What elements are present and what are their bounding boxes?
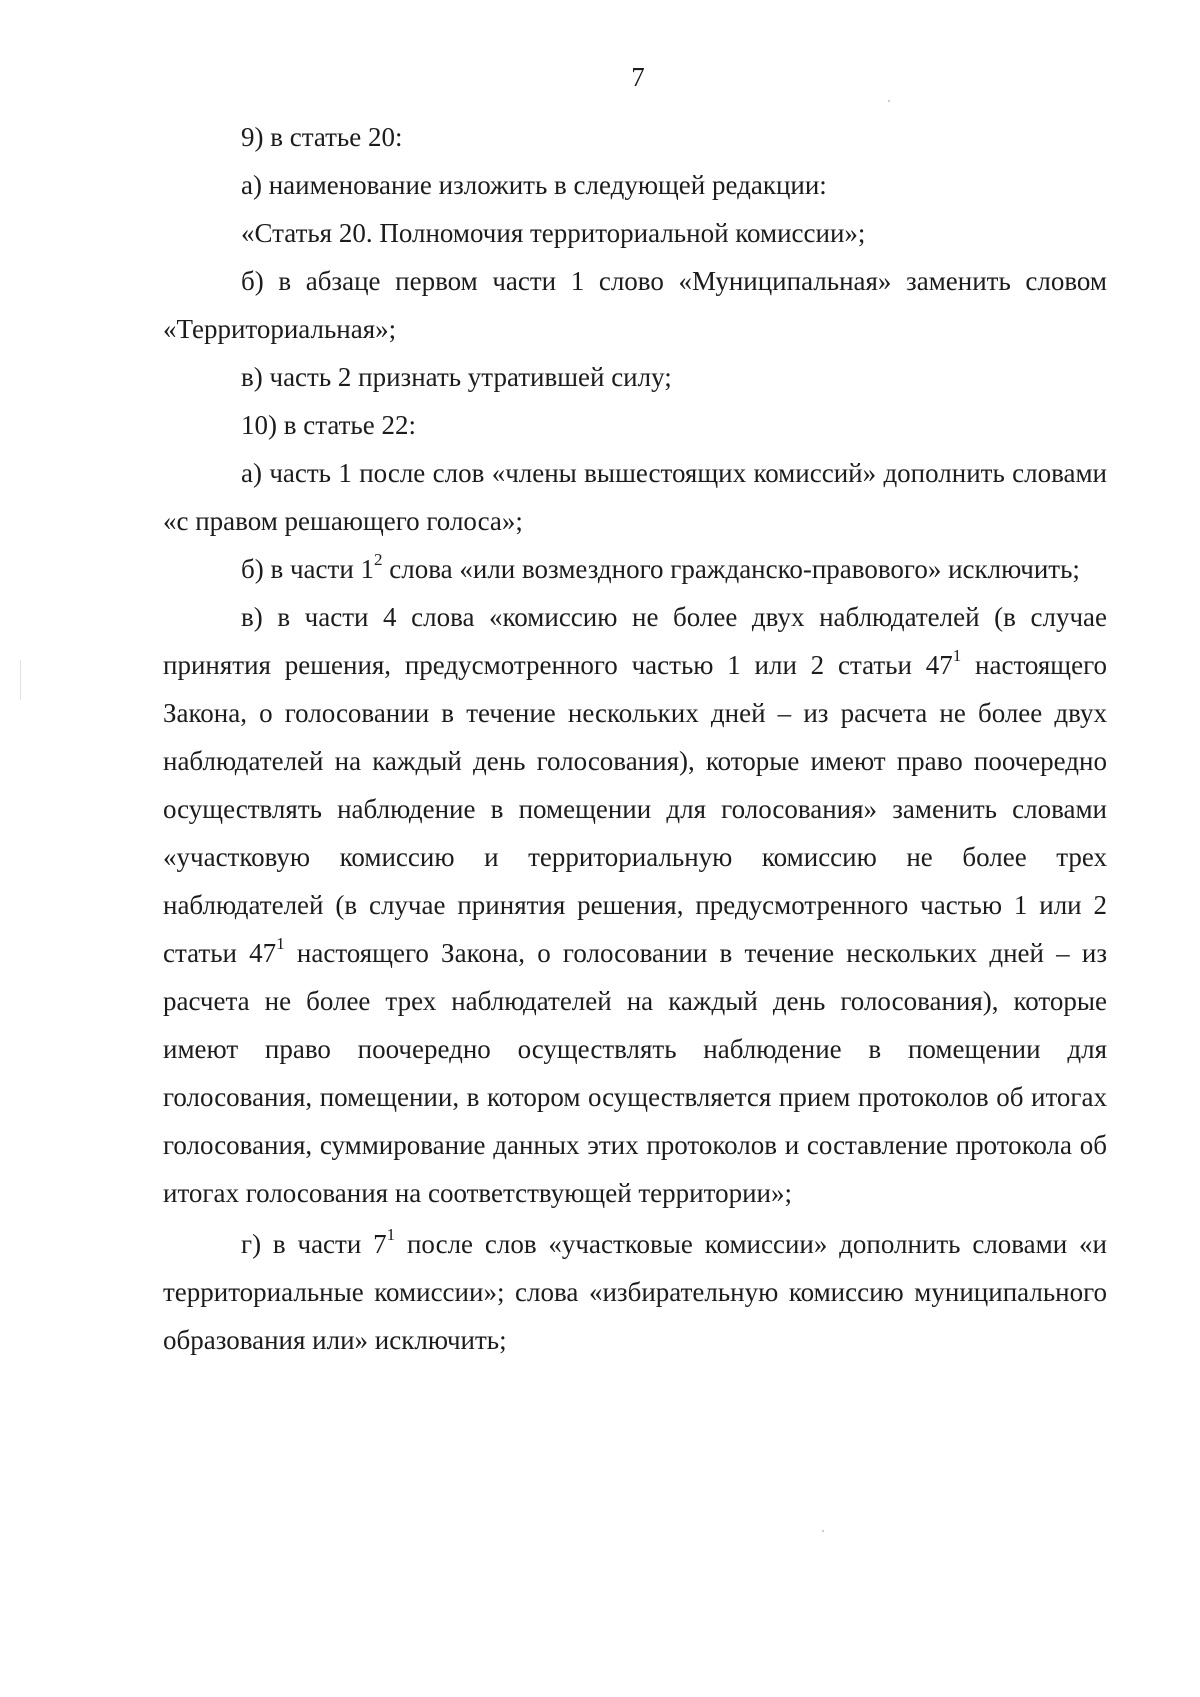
scan-speck bbox=[822, 1530, 824, 1532]
paragraph-subitem-v-part4 bbox=[163, 593, 1107, 1217]
superscript: 1 bbox=[276, 934, 285, 953]
paragraph-subitem-v-part2: в) часть 2 признать утратившей силу; bbox=[241, 362, 672, 392]
paragraph-item-10: 10) в статье 22: bbox=[241, 410, 416, 440]
paragraph-item-9: 9) в статье 20: bbox=[241, 122, 403, 152]
text-fragment: слова «или возмездного гражданско-правового» исключить; bbox=[382, 554, 1080, 584]
superscript: 2 bbox=[374, 550, 383, 569]
superscript: 1 bbox=[386, 1225, 396, 1244]
paragraph-subitem-b-municipal: б) в абзаце первом части 1 слово «Муниципальная» заменить словом «Территориальная»; bbox=[163, 266, 1107, 344]
text-fragment: настоящего Закона, о голосовании в течение нескольких дней – из расчета не более трех наблюдателей на каждый день голосования), которые имеют право поочередно осуществлять наблюдение в помещении для голосования, помещении, в котором осуществляется прием протоколов об итогах голосования, суммирование данных этих протоколов и составление протокола об итогах голосования на соответствующей территории»; bbox=[163, 938, 1108, 1208]
scan-speck bbox=[20, 660, 21, 700]
paragraph-subitem-b-part1-2 bbox=[163, 545, 1107, 593]
superscript: 1 bbox=[952, 646, 962, 665]
paragraph-new-title: «Статья 20. Полномочия территориальной комиссии»; bbox=[241, 218, 866, 248]
text-fragment: в) в части 4 слова «комиссию не более двух наблюдателей (в случае принятия решения, предусмотренного частью 1 или 2 статьи 47 bbox=[163, 602, 1107, 680]
document-body bbox=[163, 113, 1107, 1364]
paragraph-subitem-a-title: а) наименование изложить в следующей редакции: bbox=[241, 170, 827, 200]
text-fragment: б) в части 1 bbox=[241, 554, 375, 584]
page-number: 7 bbox=[631, 62, 645, 92]
text-fragment: настоящего Закона, о голосовании в течение нескольких дней – из расчета не более двух наблюдателей на каждый день голосования), которые имеют право поочередно осуществлять наблюдение в помещении для голосования» заменить словами «участковую комиссию и территориальную комиссию не более трех наблюдателей (в случае принятия решения, предусмотренного частью 1 или 2 статьи 47 bbox=[163, 650, 1107, 968]
text-fragment: после слов «участковые комиссии» дополнить словами «и территориальные комиссии»; слова «избирательную комиссию муниципального образования или» исключить; bbox=[163, 1229, 1107, 1355]
scan-speck bbox=[888, 100, 890, 102]
text-fragment: г) в части 7 bbox=[241, 1229, 387, 1259]
paragraph-subitem-g-part7-1 bbox=[163, 1220, 1107, 1364]
paragraph-subitem-a-part1: а) часть 1 после слов «члены вышестоящих комиссий» дополнить словами «с правом решающего голоса»; bbox=[163, 458, 1107, 536]
